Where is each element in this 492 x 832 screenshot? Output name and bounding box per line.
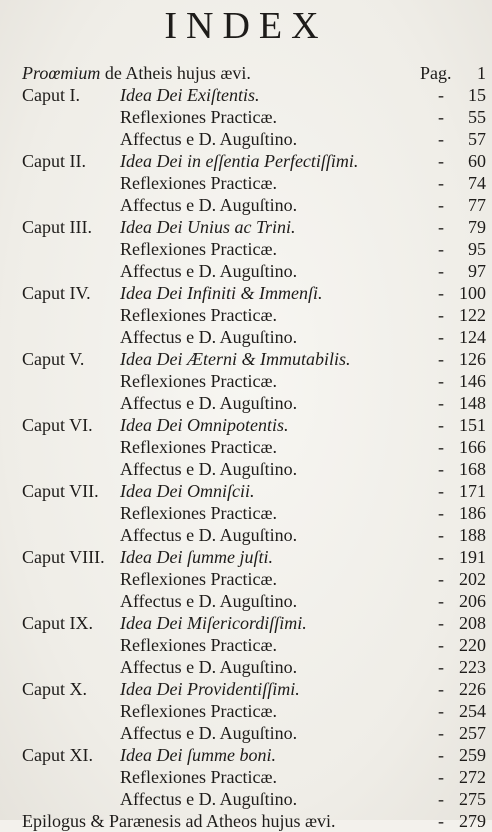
leader-dash: - <box>438 195 444 215</box>
page-number: 77 <box>468 195 486 215</box>
leader-dash: - <box>438 349 444 369</box>
page-number: 275 <box>459 789 486 809</box>
page-number: 166 <box>459 437 486 457</box>
leader-dash: - <box>438 701 444 721</box>
entry-title: Affectus e D. Auguſtino. <box>120 789 298 809</box>
leader-dash: - <box>438 283 444 303</box>
page-number: 124 <box>459 327 486 347</box>
page-number: 171 <box>459 481 486 501</box>
leader-dash: - <box>438 525 444 545</box>
page-number: 146 <box>459 371 486 391</box>
toc-row <box>0 392 492 414</box>
page-number: 57 <box>468 129 486 149</box>
toc-row <box>0 304 492 326</box>
prooemium-text: de Atheis hujus ævi. <box>104 63 251 83</box>
page-number: 191 <box>459 547 486 567</box>
toc-row <box>0 700 492 722</box>
entry-title: Reflexiones Practicæ. <box>120 107 277 127</box>
toc-row <box>0 612 492 634</box>
page-number: 206 <box>459 591 486 611</box>
page-number: 186 <box>459 503 486 523</box>
toc-row <box>0 128 492 150</box>
leader-dash: - <box>438 481 444 501</box>
caput-label: Caput VIII. <box>22 547 105 567</box>
entry-title: Affectus e D. Auguſtino. <box>120 591 298 611</box>
entry-title: Affectus e D. Auguſtino. <box>120 129 298 149</box>
leader-dash: - <box>438 239 444 259</box>
caput-label: Caput IX. <box>22 613 93 633</box>
page-number: 151 <box>459 415 486 435</box>
leader-dash: - <box>438 591 444 611</box>
toc-row <box>0 568 492 590</box>
toc-row <box>0 194 492 216</box>
toc-row <box>0 150 492 172</box>
page-number: 254 <box>459 701 486 721</box>
toc-row <box>0 282 492 304</box>
leader-dash: - <box>438 173 444 193</box>
toc-row <box>0 458 492 480</box>
entry-title: Affectus e D. Auguſtino. <box>120 525 298 545</box>
entry-title: Affectus e D. Auguſtino. <box>120 261 298 281</box>
caput-label: Caput X. <box>22 679 87 699</box>
toc-row <box>0 788 492 810</box>
toc-row <box>0 260 492 282</box>
leader-dash: - <box>438 107 444 127</box>
page-title: INDEX <box>164 5 328 47</box>
entry-title: Idea Dei Unius ac Trini. <box>120 217 296 237</box>
caput-label: Caput VII. <box>22 481 99 501</box>
toc-row <box>0 722 492 744</box>
entry-title: Reflexiones Practicæ. <box>120 437 277 457</box>
leader-dash: - <box>438 657 444 677</box>
page-number: 272 <box>459 767 486 787</box>
leader-dash: - <box>438 327 444 347</box>
leader-dash: - <box>438 261 444 281</box>
page-number: 257 <box>459 723 486 743</box>
page-number: 97 <box>468 261 486 281</box>
prooemium-name: Proœmium <box>22 63 101 83</box>
page-number: 148 <box>459 393 486 413</box>
leader-dash: - <box>438 459 444 479</box>
page-number: 15 <box>468 85 486 105</box>
toc-row <box>0 348 492 370</box>
page-number: 168 <box>459 459 486 479</box>
leader-dash: - <box>438 129 444 149</box>
page-number: 220 <box>459 635 486 655</box>
leader-dash: - <box>438 437 444 457</box>
leader-dash: - <box>438 613 444 633</box>
caput-label: Caput VI. <box>22 415 93 435</box>
leader-dash: - <box>438 151 444 171</box>
toc-row <box>0 238 492 260</box>
entry-title: Idea Dei ſumme boni. <box>120 745 276 765</box>
entry-title: Affectus e D. Auguſtino. <box>120 327 298 347</box>
entry-title: Reflexiones Practicæ. <box>120 635 277 655</box>
toc-row <box>0 106 492 128</box>
leader-dash: - <box>438 635 444 655</box>
page-number: 95 <box>468 239 486 259</box>
leader-dash: - <box>438 415 444 435</box>
toc-row <box>0 370 492 392</box>
page-number: 79 <box>468 217 486 237</box>
epilogus-page: 279 <box>459 811 486 831</box>
toc-row <box>0 480 492 502</box>
toc-row <box>0 436 492 458</box>
leader-dash: - <box>438 305 444 325</box>
leader-dash: - <box>438 569 444 589</box>
leader-dash: - <box>438 217 444 237</box>
page-number: 122 <box>459 305 486 325</box>
leader-dash: - <box>438 745 444 765</box>
toc-row <box>0 502 492 524</box>
entry-title: Idea Dei Providentiſſimi. <box>120 679 300 699</box>
page-number: 202 <box>459 569 486 589</box>
page-number: 100 <box>459 283 486 303</box>
epilogus-text: Epilogus & Parænesis ad Atheos hujus ævi. <box>22 811 336 831</box>
prooemium-page: 1 <box>477 63 486 83</box>
entry-title: Reflexiones Practicæ. <box>120 239 277 259</box>
leader-dash: - <box>438 679 444 699</box>
entry-title: Affectus e D. Auguſtino. <box>120 723 298 743</box>
caput-label: Caput III. <box>22 217 92 237</box>
entry-title: Reflexiones Practicæ. <box>120 305 277 325</box>
entry-title: Reflexiones Practicæ. <box>120 701 277 721</box>
page-number: 55 <box>468 107 486 127</box>
entry-title: Idea Dei Omniſcii. <box>120 481 255 501</box>
entry-title: Idea Dei Omnipotentis. <box>120 415 289 435</box>
toc-row <box>0 326 492 348</box>
page-number: 208 <box>459 613 486 633</box>
entry-title: Reflexiones Practicæ. <box>120 173 277 193</box>
leader-dash: - <box>438 393 444 413</box>
leader-dash: - <box>438 767 444 787</box>
toc-row <box>0 524 492 546</box>
entry-title: Idea Dei Miſericordiſſimi. <box>120 613 307 633</box>
toc-row <box>0 766 492 788</box>
toc-row <box>0 590 492 612</box>
leader-dash: - <box>438 85 444 105</box>
entry-title: Idea Dei Æterni & Immutabilis. <box>120 349 351 369</box>
entry-title: Idea Dei Infiniti & Immenſi. <box>120 283 323 303</box>
toc-row <box>0 744 492 766</box>
entry-title: Affectus e D. Auguſtino. <box>120 657 298 677</box>
page-number: 74 <box>468 173 486 193</box>
leader-dash: - <box>438 723 444 743</box>
toc-row <box>0 84 492 106</box>
toc-row <box>0 546 492 568</box>
entry-title: Reflexiones Practicæ. <box>120 569 277 589</box>
caput-label: Caput IV. <box>22 283 91 303</box>
entry-title: Idea Dei Exiſtentis. <box>120 85 260 105</box>
toc-row <box>0 216 492 238</box>
page-number: 259 <box>459 745 486 765</box>
leader-dash: - <box>438 503 444 523</box>
pag-label: Pag. <box>420 63 452 83</box>
epilogus-row <box>0 810 492 832</box>
toc-row <box>0 414 492 436</box>
entry-title: Affectus e D. Auguſtino. <box>120 393 298 413</box>
caput-label: Caput I. <box>22 85 80 105</box>
caput-label: Caput V. <box>22 349 85 369</box>
toc-row <box>0 172 492 194</box>
toc-row <box>0 634 492 656</box>
leader-dash: - <box>438 811 444 831</box>
caput-label: Caput II. <box>22 151 86 171</box>
leader-dash: - <box>438 371 444 391</box>
entry-title: Idea Dei ſumme juſti. <box>120 547 273 567</box>
entry-title: Reflexiones Practicæ. <box>120 767 277 787</box>
prooemium-entry <box>22 62 251 84</box>
toc-row <box>0 656 492 678</box>
entry-title: Idea Dei in eſſentia Perfectiſſimi. <box>120 151 359 171</box>
page-number: 188 <box>459 525 486 545</box>
page-number: 60 <box>468 151 486 171</box>
caput-label: Caput XI. <box>22 745 93 765</box>
entry-title: Affectus e D. Auguſtino. <box>120 459 298 479</box>
entry-title: Affectus e D. Auguſtino. <box>120 195 298 215</box>
entry-title: Reflexiones Practicæ. <box>120 371 277 391</box>
leader-dash: - <box>438 547 444 567</box>
prooemium-row <box>0 62 492 84</box>
leader-dash: - <box>438 789 444 809</box>
page-number: 223 <box>459 657 486 677</box>
entry-title: Reflexiones Practicæ. <box>120 503 277 523</box>
page-number: 226 <box>459 679 486 699</box>
page-number: 126 <box>459 349 486 369</box>
toc-row <box>0 678 492 700</box>
